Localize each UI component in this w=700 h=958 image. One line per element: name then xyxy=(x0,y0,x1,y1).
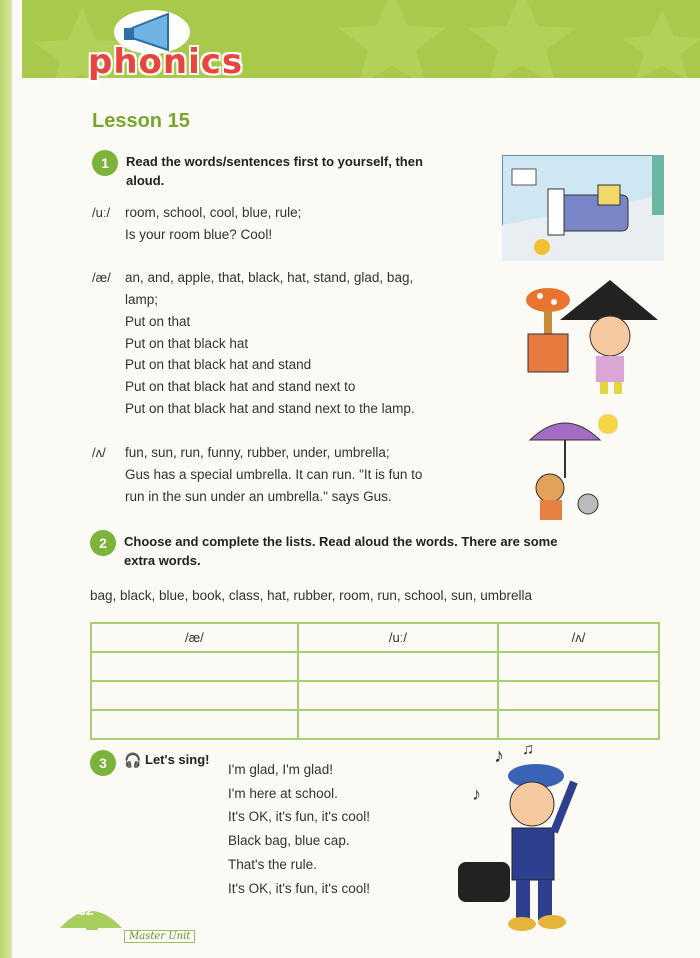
answer-cell[interactable] xyxy=(498,652,659,681)
text-line: Put on that black hat and stand next to the lamp. xyxy=(125,401,415,416)
instruction-line-2: aloud. xyxy=(126,173,165,188)
instruction-line-1: Choose and complete the lists. Read aloud the words. There are some xyxy=(124,534,558,549)
section-2-instruction xyxy=(124,532,557,570)
page-spine xyxy=(0,0,12,958)
song-line: It's OK, it's fun, it's cool! xyxy=(228,809,371,824)
word-bank: bag, black, blue, book, class, hat, rubber, room, run, school, sun, umbrella xyxy=(90,588,532,603)
section-1-instruction xyxy=(126,152,423,190)
ipa-ae: /æ/ xyxy=(92,270,111,285)
singing-boy-illustration xyxy=(450,740,600,936)
text-line: lamp; xyxy=(125,292,159,307)
answer-cell[interactable] xyxy=(498,681,659,710)
table-header-row xyxy=(91,623,659,652)
lesson-title: Lesson 15 xyxy=(92,110,190,132)
instruction-line-1: Read the words/sentences first to yourself, then xyxy=(126,154,423,169)
text-line: fun, sun, run, funny, rubber, under, umbrella; xyxy=(125,445,390,460)
text-line: Is your room blue? Cool! xyxy=(125,227,273,242)
song-line: That's the rule. xyxy=(228,857,317,872)
answer-cell[interactable] xyxy=(91,652,298,681)
text-line: Gus has a special umbrella. It can run. "It is fun to xyxy=(125,467,423,482)
song-line: I'm here at school. xyxy=(228,786,338,801)
answer-cell[interactable] xyxy=(91,710,298,739)
svg-text:♪: ♪ xyxy=(494,745,504,767)
answer-cell[interactable] xyxy=(298,652,498,681)
svg-text:♫: ♫ xyxy=(522,741,534,758)
ipa-uh: /ʌ/ xyxy=(92,445,106,460)
text-line: room, school, cool, blue, rule; xyxy=(125,205,302,220)
column-header-ae: /æ/ xyxy=(91,623,298,652)
bedroom-illustration xyxy=(502,155,664,261)
text-line: run in the sun under an umbrella." says Gus. xyxy=(125,489,392,504)
answer-cell[interactable] xyxy=(91,681,298,710)
table-row xyxy=(91,681,659,710)
pirate-girl-illustration xyxy=(520,278,660,396)
column-header-uu: /uː/ xyxy=(298,623,498,652)
instruction-line-2: extra words. xyxy=(124,553,201,568)
song-line: It's OK, it's fun, it's cool! xyxy=(228,881,371,896)
answer-cell[interactable] xyxy=(298,681,498,710)
song-line: I'm glad, I'm glad! xyxy=(228,762,333,777)
svg-text:♪: ♪ xyxy=(472,784,481,804)
answer-cell[interactable] xyxy=(298,710,498,739)
lets-sing-label: Let's sing! xyxy=(145,752,210,767)
headphones-icon: 🎧 xyxy=(124,752,142,768)
column-header-uh: /ʌ/ xyxy=(498,623,659,652)
section-3-number: 3 xyxy=(90,750,116,776)
answer-cell[interactable] xyxy=(498,710,659,739)
table-row xyxy=(91,652,659,681)
phonics-logo: phonics xyxy=(88,42,244,82)
song-line: Black bag, blue cap. xyxy=(228,833,350,848)
section-1-number: 1 xyxy=(92,150,118,176)
umbrella-boy-illustration xyxy=(520,408,650,526)
ipa-uu: /uː/ xyxy=(92,205,111,220)
sound-lists-table xyxy=(90,622,660,740)
text-line: an, and, apple, that, black, hat, stand, glad, bag, xyxy=(125,270,414,285)
text-line: Put on that black hat and stand next to xyxy=(125,379,356,394)
text-line: Put on that black hat xyxy=(125,336,249,351)
table-row xyxy=(91,710,659,739)
footer-brand: Master Unit xyxy=(124,930,195,943)
page-number: 32 xyxy=(78,902,94,918)
text-line: Put on that black hat and stand xyxy=(125,357,312,372)
section-2-number: 2 xyxy=(90,530,116,556)
text-line: Put on that xyxy=(125,314,191,329)
